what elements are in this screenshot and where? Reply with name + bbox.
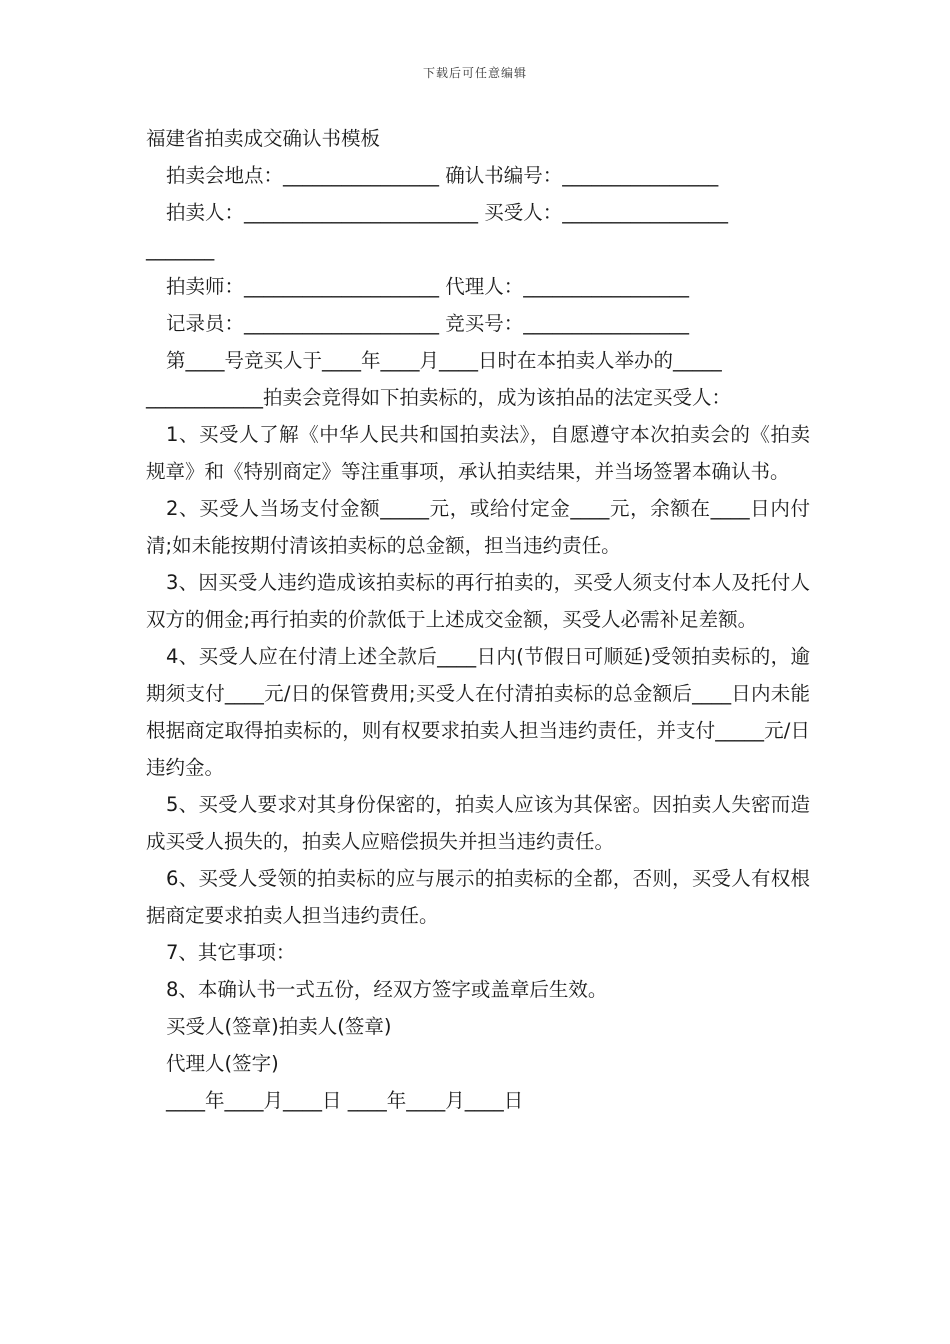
document-title: 福建省拍卖成交确认书模板: [146, 127, 381, 150]
clause-7: 7、其它事项：: [166, 941, 296, 964]
field-auction-master-and-agent: 拍卖师：____________________ 代理人：_________________: [166, 275, 689, 298]
field-auctioneer-and-buyer: 拍卖人：________________________ 买受人：_________________: [166, 201, 728, 224]
field-location-and-number: 拍卖会地点：________________ 确认书编号：________________: [166, 164, 719, 187]
signature-line-1: 买受人(签章)拍卖人(签章): [166, 1015, 392, 1038]
intro-line-1: 第____号竞买人于____年____月____日时在本拍卖人举办的_____: [166, 349, 722, 372]
header-note: 下载后可任意编辑: [422, 66, 527, 80]
signature-date-line: ____年____月____日 ____年____月____日: [166, 1089, 524, 1112]
signature-line-2: 代理人(签字): [166, 1052, 279, 1075]
clause-5: 5、买受人要求对其身份保密的，拍卖人应该为其保密。因拍卖人失密而造成买受人损失的，拍卖人应赔偿损失并担当违约责任。: [146, 793, 810, 853]
intro-line-2: ____________拍卖会竞得如下拍卖标的，成为该拍品的法定买受人：: [146, 386, 732, 409]
document-body: [146, 120, 810, 1119]
field-recorder-and-bid-number: 记录员：____________________ 竞买号：_________________: [166, 312, 689, 335]
clause-6: 6、买受人受领的拍卖标的应与展示的拍卖标的全都，否则，买受人有权根据商定要求拍卖人担当违约责任。: [146, 867, 810, 927]
clause-2: 2、买受人当场支付金额_____元，或给付定金____元，余额在____日内付清;如未能按期付清该拍卖标的总金额，担当违约责任。: [146, 497, 810, 557]
field-buyer-continuation: _______: [146, 238, 215, 261]
clause-3: 3、因买受人违约造成该拍卖标的再行拍卖的，买受人须支付本人及托付人双方的佣金;再行拍卖的价款低于上述成交金额，买受人必需补足差额。: [146, 571, 810, 631]
clause-4: 4、买受人应在付清上述全款后____日内(节假日可顺延)受领拍卖标的，逾期须支付____元/日的保管费用;买受人在付清拍卖标的总金额后____日内未能根据商定取得拍卖标的，则有权要求拍卖人担当违约责任，并支付_____元/日违约金。: [146, 645, 810, 779]
clause-8: 8、本确认书一式五份，经双方签字或盖章后生效。: [166, 978, 608, 1001]
clause-1: 1、买受人了解《中华人民共和国拍卖法》，自愿遵守本次拍卖会的《拍卖规章》和《特别商定》等注重事项，承认拍卖结果，并当场签署本确认书。: [146, 423, 810, 483]
